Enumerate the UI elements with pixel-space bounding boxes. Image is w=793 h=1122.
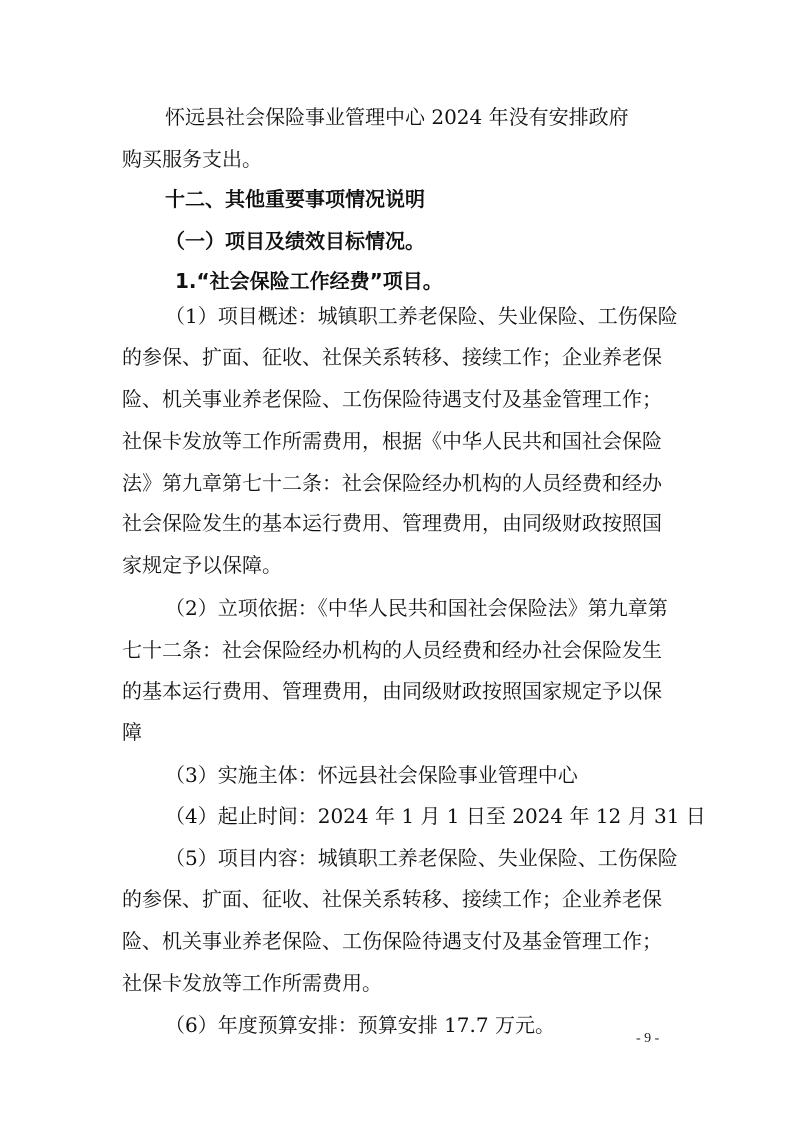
paragraph-line: （3）实施主体：怀远县社会保险事业管理中心 [165,763,578,787]
paragraph-line: 法》第九章第七十二条：社会保险经办机构的人员经费和经办 [122,471,662,495]
paragraph-line: 怀远县社会保险事业管理中心 2024 年没有安排政府 [165,105,629,129]
paragraph-line: 障 [122,720,142,744]
paragraph-line: （1）项目概述：城镇职工养老保险、失业保险、工伤保险 [165,304,678,328]
page-number: - 9 - [636,1031,660,1046]
paragraph-line: 社保卡发放等工作所需费用。 [122,971,382,995]
paragraph-line: （4）起止时间：2024 年 1 月 1 日至 2024 年 12 月 31 日 [165,804,706,828]
paragraph-line: 社会保险发生的基本运行费用、管理费用，由同级财政按照国 [122,511,662,535]
paragraph-line: 的参保、扩面、征收、社保关系转移、接续工作；企业养老保 [122,345,662,369]
paragraph-line: 的基本运行费用、管理费用，由同级财政按照国家规定予以保 [122,679,662,703]
section-heading: 十二、其他重要事项情况说明 [165,187,425,211]
paragraph-line: 的参保、扩面、征收、社保关系转移、接续工作；企业养老保 [122,887,662,911]
paragraph-line: 险、机关事业养老保险、工伤保险待遇支付及基金管理工作； [122,929,662,953]
paragraph-line: 购买服务支出。 [122,147,262,171]
subsection-heading: （一）项目及绩效目标情况。 [165,229,425,253]
project-heading: 1.“社会保险工作经费”项目。 [175,269,443,293]
paragraph-line: （5）项目内容：城镇职工养老保险、失业保险、工伤保险 [165,846,678,870]
paragraph-line: （6）年度预算安排：预算安排 17.7 万元。 [165,1013,555,1037]
paragraph-line: 社保卡发放等工作所需费用，根据《中华人民共和国社会保险 [122,429,662,453]
paragraph-line: 险、机关事业养老保险、工伤保险待遇支付及基金管理工作； [122,387,662,411]
paragraph-line: （2）立项依据：《中华人民共和国社会保险法》第九章第 [165,596,668,620]
paragraph-line: 家规定予以保障。 [122,553,282,577]
paragraph-line: 七十二条：社会保险经办机构的人员经费和经办社会保险发生 [122,638,662,662]
